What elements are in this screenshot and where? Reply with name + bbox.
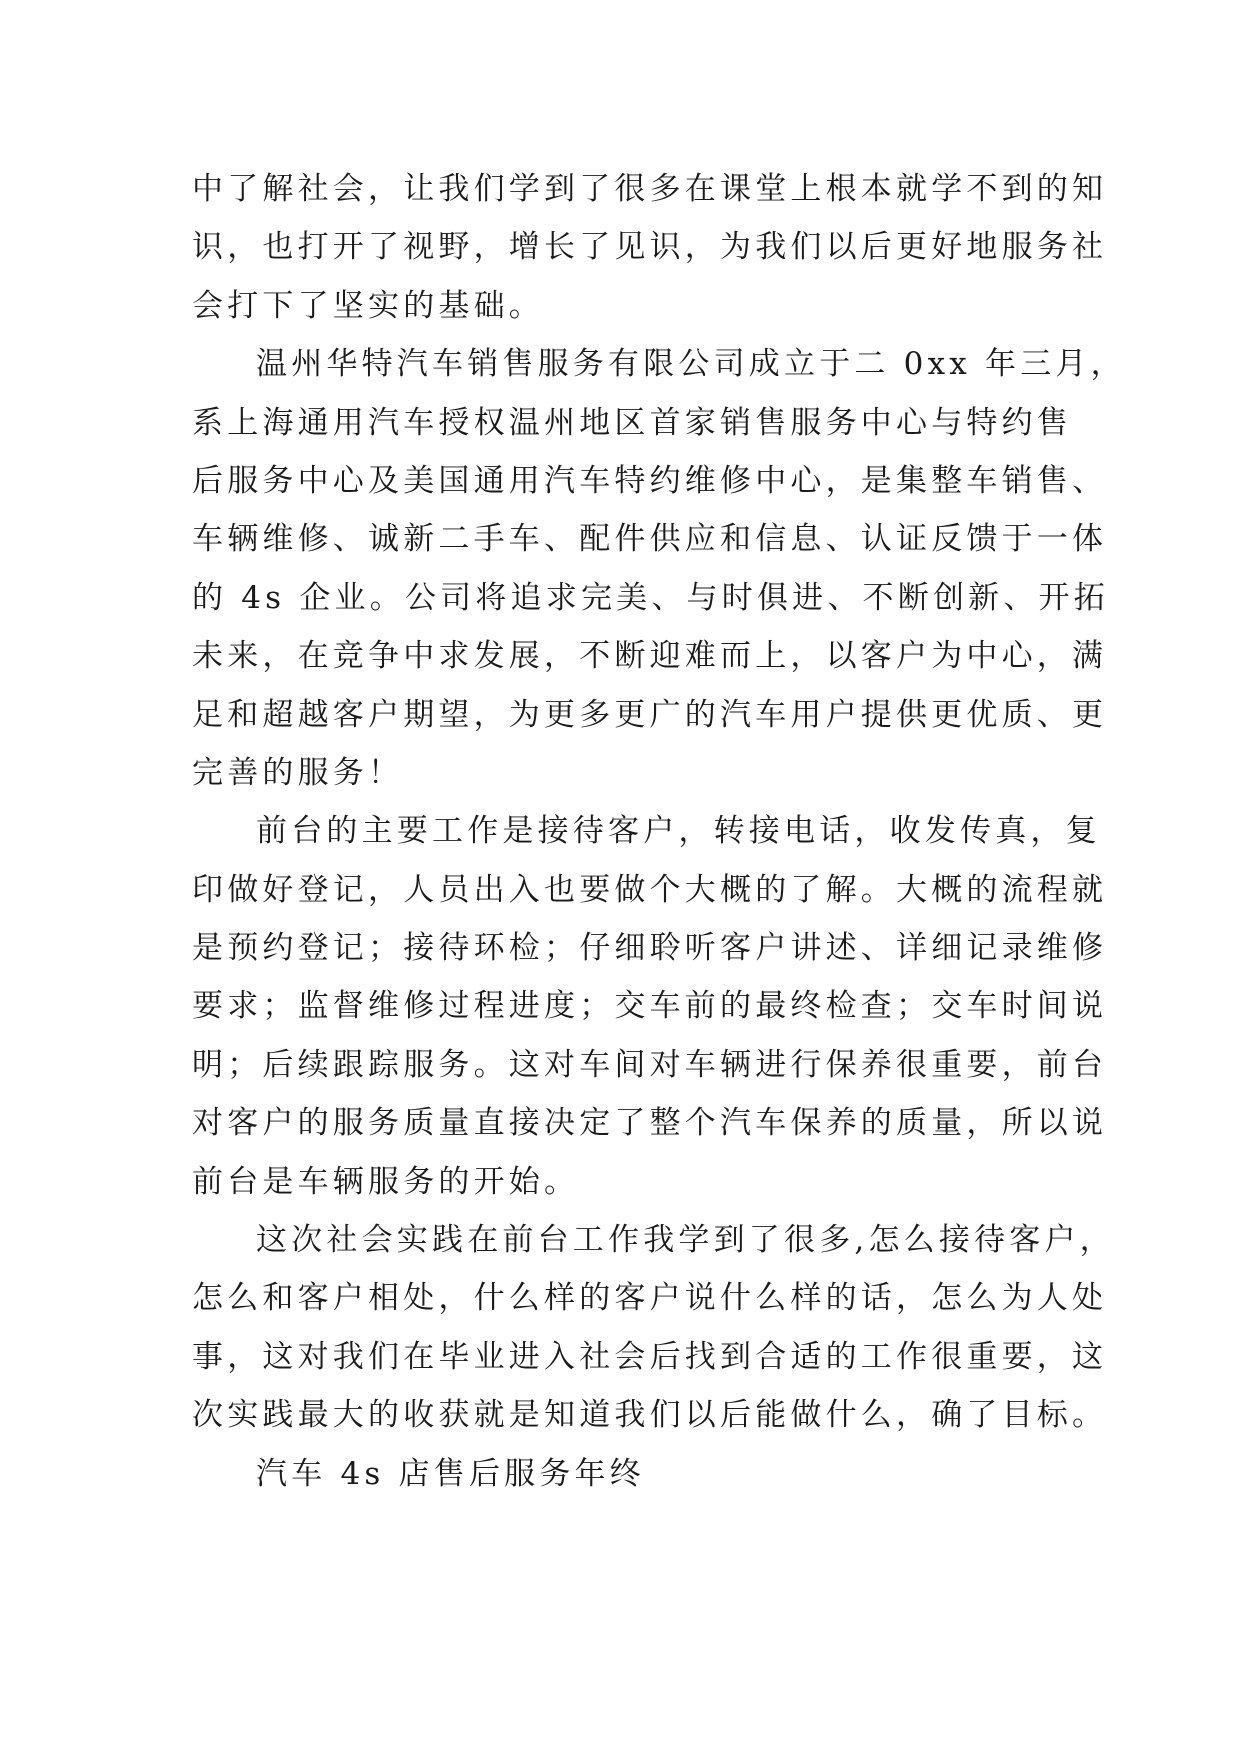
text-line: 前台是车辆服务的开始。 — [192, 1163, 580, 1200]
paragraph-first-line: 温州华特汽车销售服务有限公司成立于二 0xx 年三月， — [256, 346, 1126, 383]
section-heading: 汽车 4s 店售后服务年终 — [256, 1455, 645, 1492]
text-line: 印做好登记，人员出入也要做个大概的了解。大概的流程就 — [192, 871, 1108, 908]
paragraph-first-line: 前台的主要工作是接待客户，转接电话，收发传真，复 — [256, 813, 1101, 850]
paragraph-first-line: 这次社会实践在前台工作我学到了很多,怎么接待客户， — [256, 1222, 1115, 1259]
text-line: 怎么和客户相处，什么样的客户说什么样的话，怎么为人处 — [192, 1280, 1108, 1317]
text-line: 的 4s 企业。公司将追求完美、与时俱进、不断创新、开拓 — [192, 579, 1109, 616]
text-line: 次实践最大的收获就是知道我们以后能做什么，确了目标。 — [192, 1397, 1108, 1434]
text-line: 中了解社会，让我们学到了很多在课堂上根本就学不到的知 — [192, 171, 1108, 207]
text-line: 识，也打开了视野，增长了见识，为我们以后更好地服务社 — [192, 229, 1108, 266]
text-line: 后服务中心及美国通用汽车特约维修中心，是集整车销售、 — [192, 462, 1108, 499]
text-line: 是预约登记；接待环检；仔细聆听客户讲述、详细记录维修 — [192, 930, 1108, 967]
text-line: 会打下了坚实的基础。 — [192, 287, 544, 324]
text-line: 明；后续跟踪服务。这对车间对车辆进行保养很重要，前台 — [192, 1046, 1108, 1083]
text-line: 事，这对我们在毕业进入社会后找到合适的工作很重要，这 — [192, 1338, 1108, 1375]
text-line: 足和超越客户期望，为更多更广的汽车用户提供更优质、更 — [192, 696, 1108, 733]
body-text — [192, 160, 1126, 1503]
text-line: 要求；监督维修过程进度；交车前的最终检查；交车时间说 — [192, 988, 1108, 1025]
text-line: 对客户的服务质量直接决定了整个汽车保养的质量，所以说 — [192, 1105, 1108, 1142]
text-line: 未来，在竞争中求发展，不断迎难而上，以客户为中心，满 — [192, 638, 1108, 675]
text-line: 完善的服务！ — [192, 754, 404, 791]
text-line: 车辆维修、诚新二手车、配件供应和信息、认证反馈于一体 — [192, 521, 1108, 558]
text-line: 系上海通用汽车授权温州地区首家销售服务中心与特约售 — [192, 404, 1072, 441]
